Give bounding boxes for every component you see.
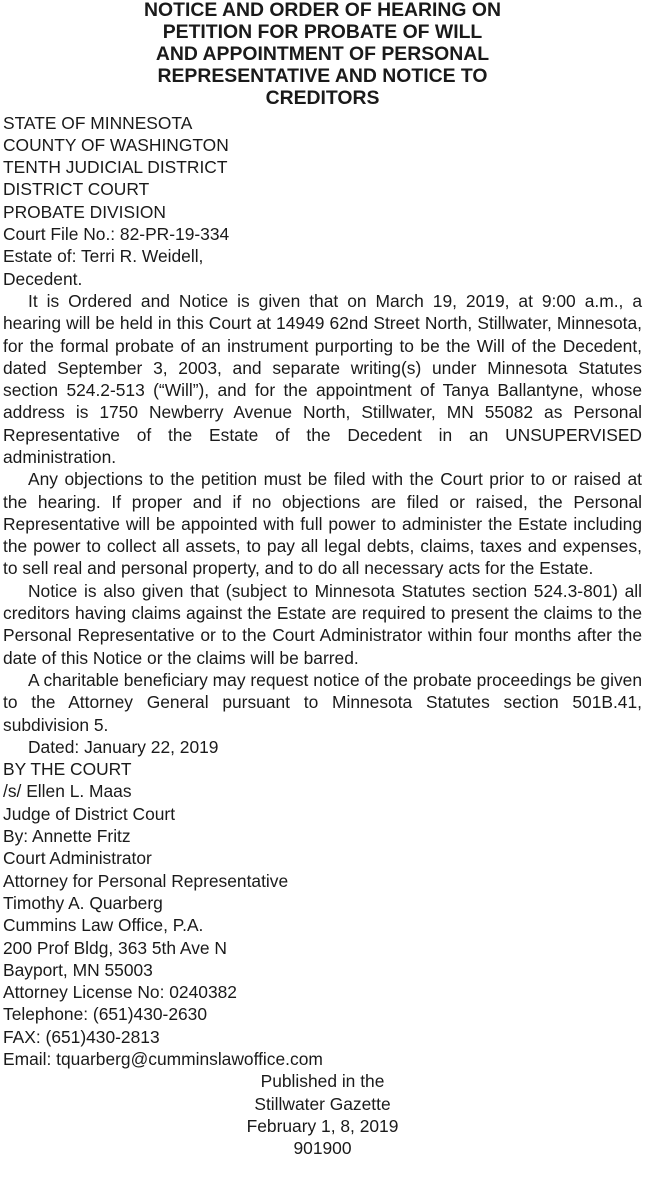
law-firm: Cummins Law Office, P.A.: [3, 915, 204, 936]
case-caption: [3, 112, 642, 290]
estate-name: Estate of: Terri R. Weidell,: [3, 246, 204, 267]
title-line: REPRESENTATIVE AND NOTICE TO: [157, 64, 488, 87]
title-line: CREDITORS: [265, 86, 380, 109]
court-administrator-name: By: Annette Fritz: [3, 826, 131, 847]
creditors-paragraph: Notice is also given that (subject to Minnesota Statutes section 524.3-801) all creditors having claims against the Estate are required to present the claims to the Personal Representative or to the Court Administrator within four months after the date of this Notice or the claims will be barred.: [3, 580, 642, 668]
hearing-paragraph: It is Ordered and Notice is given that on March 19, 2019, at 9:00 a.m., a hearing will be held in this Court at 14949 62nd Street North, Stillwater, Minnesota, for the formal probate of an instrument purporting to be the Will of the Decedent, dated September 3, 2003, and separate writing(s) under Minnesota Statutes section 524.2-513 (“Will”), and for the appointment of Tanya Ballantyne, whose address is 1750 Newberry Avenue North, Stillwater, MN 55082 as Personal Representative of the Estate of the Decedent in an UNSUPERVISED administration.: [3, 290, 642, 467]
by-the-court: BY THE COURT: [3, 759, 132, 780]
dated-line: Dated: January 22, 2019: [28, 736, 219, 757]
attorney-name: Timothy A. Quarberg: [3, 892, 163, 913]
court-administrator-title: Court Administrator: [3, 848, 152, 869]
caption-district: TENTH JUDICIAL DISTRICT: [3, 157, 228, 178]
title-line: PETITION FOR PROBATE OF WILL: [162, 20, 483, 43]
attorney-telephone: Telephone: (651)430-2630: [3, 1004, 208, 1025]
attorney-email: Email: tquarberg@cumminslawoffice.com: [3, 1049, 323, 1069]
judge-title: Judge of District Court: [3, 803, 176, 824]
caption-state: STATE OF MINNESOTA: [3, 112, 193, 133]
caption-court: DISTRICT COURT: [3, 179, 150, 200]
charitable-paragraph: A charitable beneficiary may request notice of the probate proceedings be given to the Attorney General pursuant to Minnesota Statutes section 501B.41, subdivision 5.: [3, 669, 642, 735]
attorney-fax: FAX: (651)430-2813: [3, 1026, 160, 1047]
newspaper-name: Stillwater Gazette: [254, 1093, 391, 1114]
firm-address-line1: 200 Prof Bldg, 363 5th Ave N: [3, 937, 227, 958]
publication-block: [3, 1070, 642, 1159]
notice-title: [3, 0, 642, 110]
published-in: Published in the: [260, 1071, 385, 1092]
caption-division: PROBATE DIVISION: [3, 201, 166, 222]
notice-body: [3, 290, 642, 736]
caption-county: COUNTY OF WASHINGTON: [3, 134, 229, 155]
title-line: NOTICE AND ORDER OF HEARING ON: [144, 0, 501, 21]
attorney-block: [3, 870, 642, 1071]
attorney-license: Attorney License No: 0240382: [3, 982, 237, 1003]
judge-signature: /s/ Ellen L. Maas: [3, 781, 132, 802]
firm-address-line2: Bayport, MN 55003: [3, 959, 153, 980]
attorney-heading: Attorney for Personal Representative: [3, 870, 289, 891]
title-line: AND APPOINTMENT OF PERSONAL: [155, 42, 490, 65]
publication-dates: February 1, 8, 2019: [246, 1115, 399, 1136]
court-file-number: Court File No.: 82-PR-19-334: [3, 224, 230, 245]
objections-paragraph: Any objections to the petition must be filed with the Court prior to or raised at the hearing. If proper and if no objections are filed or raised, the Personal Representative will be appointed with full power to administer the Estate including the power to collect all assets, to pay all legal debts, claims, taxes and expenses, to sell real and personal property, and to do all necessary acts for the Estate.: [3, 469, 642, 579]
decedent-label: Decedent.: [3, 268, 83, 289]
signature-block: [3, 736, 642, 870]
publication-number: 901900: [293, 1138, 352, 1159]
